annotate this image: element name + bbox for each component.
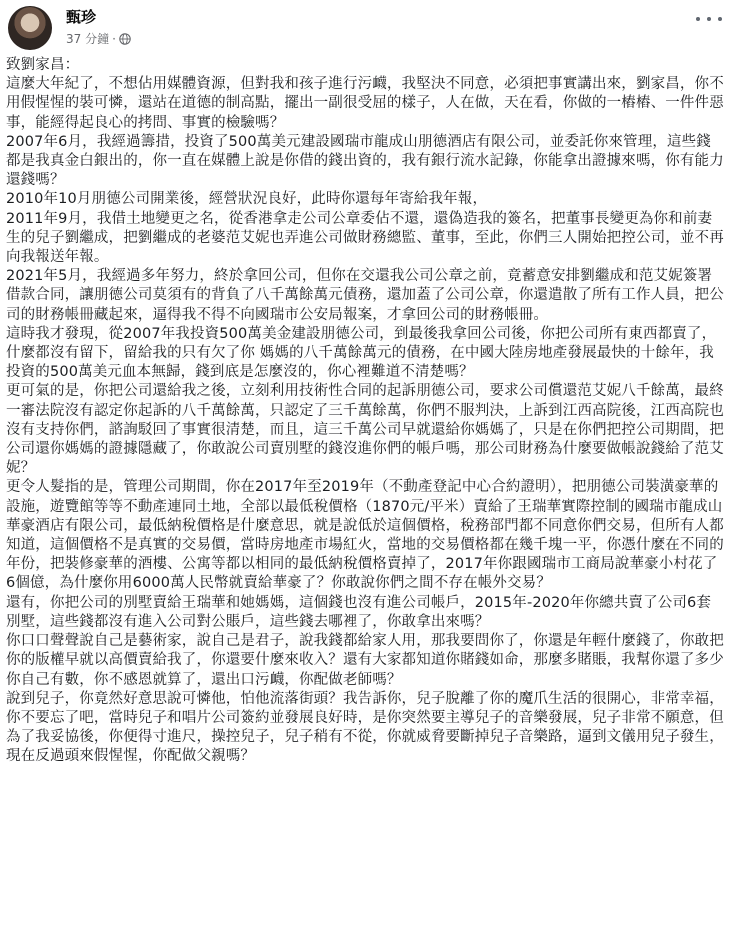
avatar[interactable] [8,6,52,50]
post-paragraph: 說到兒子，你竟然好意思說可憐他，怕他流落街頭？我告訴你，兒子脫離了你的魔爪生活的很開心，非常幸福，你不要忘了吧，當時兒子和唱片公司簽約並發展良好時，是你突然要主導兒子的音樂發展，兒子非常不願意，但為了我妥協後，你便得寸進尺，操控兒子，兒子稍有不從，你就威脅要斷掉兒子音樂路，逼到文儀用兒子發生，現在反過頭來假惺惺，你配做父親嗎？ [6,690,724,765]
post-paragraph: 更可氣的是，你把公司還給我之後，立刻利用技術性合同的起訴朋德公司，要求公司償還范艾妮八千餘萬，最終一審法院沒有認定你起訴的八千萬餘萬，只認定了三千萬餘萬，你們不服判決，上訴到江西高院後，江西高院也沒有支持你們，諮詢駁回了事實很清楚，而且，這三千萬公司早就還給你媽媽了，只是在你們把控公司期間，把公司還你媽媽的證據隱藏了，你敢說公司賣別墅的錢沒進你們的帳戶嗎，那公司財務為什麼要做帳說錢給了范艾妮？ [6,383,724,477]
post-paragraph: 這麼大年紀了，不想佔用媒體資源，但對我和孩子進行污衊，我堅決不同意，必須把事實講出來，劉家昌，你不用假惺惺的裝可憐，還站在道德的制高點，擺出一副很受屈的樣子，人在做，天在看，你做的一樁樁、一件件惡事，能經得起良心的拷問、事實的檢驗嗎？ [6,76,724,131]
author-name[interactable]: 甄珍 [66,8,97,26]
post-paragraph: 你口口聲聲說自己是藝術家，說自己是君子，說我錢都給家人用，那我要問你了，你還是年輕什麼錢了，你敢把你的版權早就以高價賣給我了，你還要什麼來收入？還有大家都知道你賭錢如命，那麼多賭賬，我幫你還了多少你自己有數，你不感恩就算了，還出口污衊，你配做老師嗎？ [6,633,724,688]
post-body [6,56,724,767]
post-paragraph: 2007年6月，我經過籌措，投資了500萬美元建設國瑞市龍成山朋德酒店有限公司，並委託你來管理，這些錢都是我真金白銀出的，你一直在媒體上說是你借的錢出資的，我有銀行流水記錄，你能拿出證據來嗎，你有能力還錢嗎？ [6,133,724,189]
post-greeting: 致劉家昌： [6,57,80,73]
globe-icon[interactable] [119,33,131,45]
post-paragraph: 2011年9月，我借土地變更之名，從香港拿走公司公章委佔不還，還偽造我的簽名，把董事長變更為你和前妻生的兒子劉繼成，把劉繼成的老婆范艾妮也弄進公司做財務總監、董事，至此，你們三人開始把控公司，並不再向我報送年報。 [6,210,724,266]
post-meta [66,30,131,47]
post-time[interactable]: 37 分鐘 [66,32,110,46]
meta-separator: · [112,31,116,46]
post-paragraph: 還有，你把公司的別墅賣給王瑞華和她媽媽，這個錢也沒有進公司帳戶，2015年-2020年你總共賣了公司6套別墅，這些錢都沒有進入公司對公賬戶，這些錢去哪裡了，你敢拿出來嗎？ [6,594,712,630]
post-header [8,6,724,54]
post-paragraph: 更令人髮指的是，管理公司期間，你在2017年至2019年（不動產登記中心合約證明），把朋德公司裝潢豪華的設施，遊覽館等等不動產連同土地，全部以最低稅價格（1870元/平米）賣給了王瑞華實際控制的國瑞市龍成山華豪酒店有限公司，最低納稅價格是什麼意思，就是說低於這個價格，稅務部門都不同意你們交易，但所有人都知道，這個價格不是真實的交易價，當時房地產市場紅火，當地的交易價格都在幾千塊一平，你憑什麼在不同的年份，把裝修豪華的酒樓、公寓等都以相同的最低納稅價格賣掉了，2017年你跟國瑞市工商局說華豪小村花了6個億，為什麼你用6000萬人民幣就賣給華豪了？你敢說你們之間不存在帳外交易？ [6,479,724,592]
more-options-icon[interactable] [696,10,722,28]
post-paragraph: 這時我才發現，從2007年我投資500萬美金建設朋德公司，到最後我拿回公司後，你把公司所有東西都賣了，什麼都沒有留下，留給我的只有欠了你 媽媽的八千萬餘萬元的債務，在中國大陸房地產發展最快的十餘年，我投資的500萬美元血本無歸，錢到底是怎麼沒的，你心裡難道不清楚嗎？ [6,325,717,381]
post-paragraph: 2021年5月，我經過多年努力，終於拿回公司，但你在交還我公司公章之前，竟蓄意安排劉繼成和范艾妮簽署借款合同，讓朋德公司莫須有的背負了八千萬餘萬元債務，還加蓋了公司公章，你還遣散了所有工作人員，把公司的財務帳冊藏起來，逼得我不得不向國瑞市公安局報案，才拿回公司的財務帳冊。 [6,268,724,323]
post-paragraph: 2010年10月朋德公司開業後，經營狀況良好，此時你還每年寄給我年報， [6,191,488,208]
